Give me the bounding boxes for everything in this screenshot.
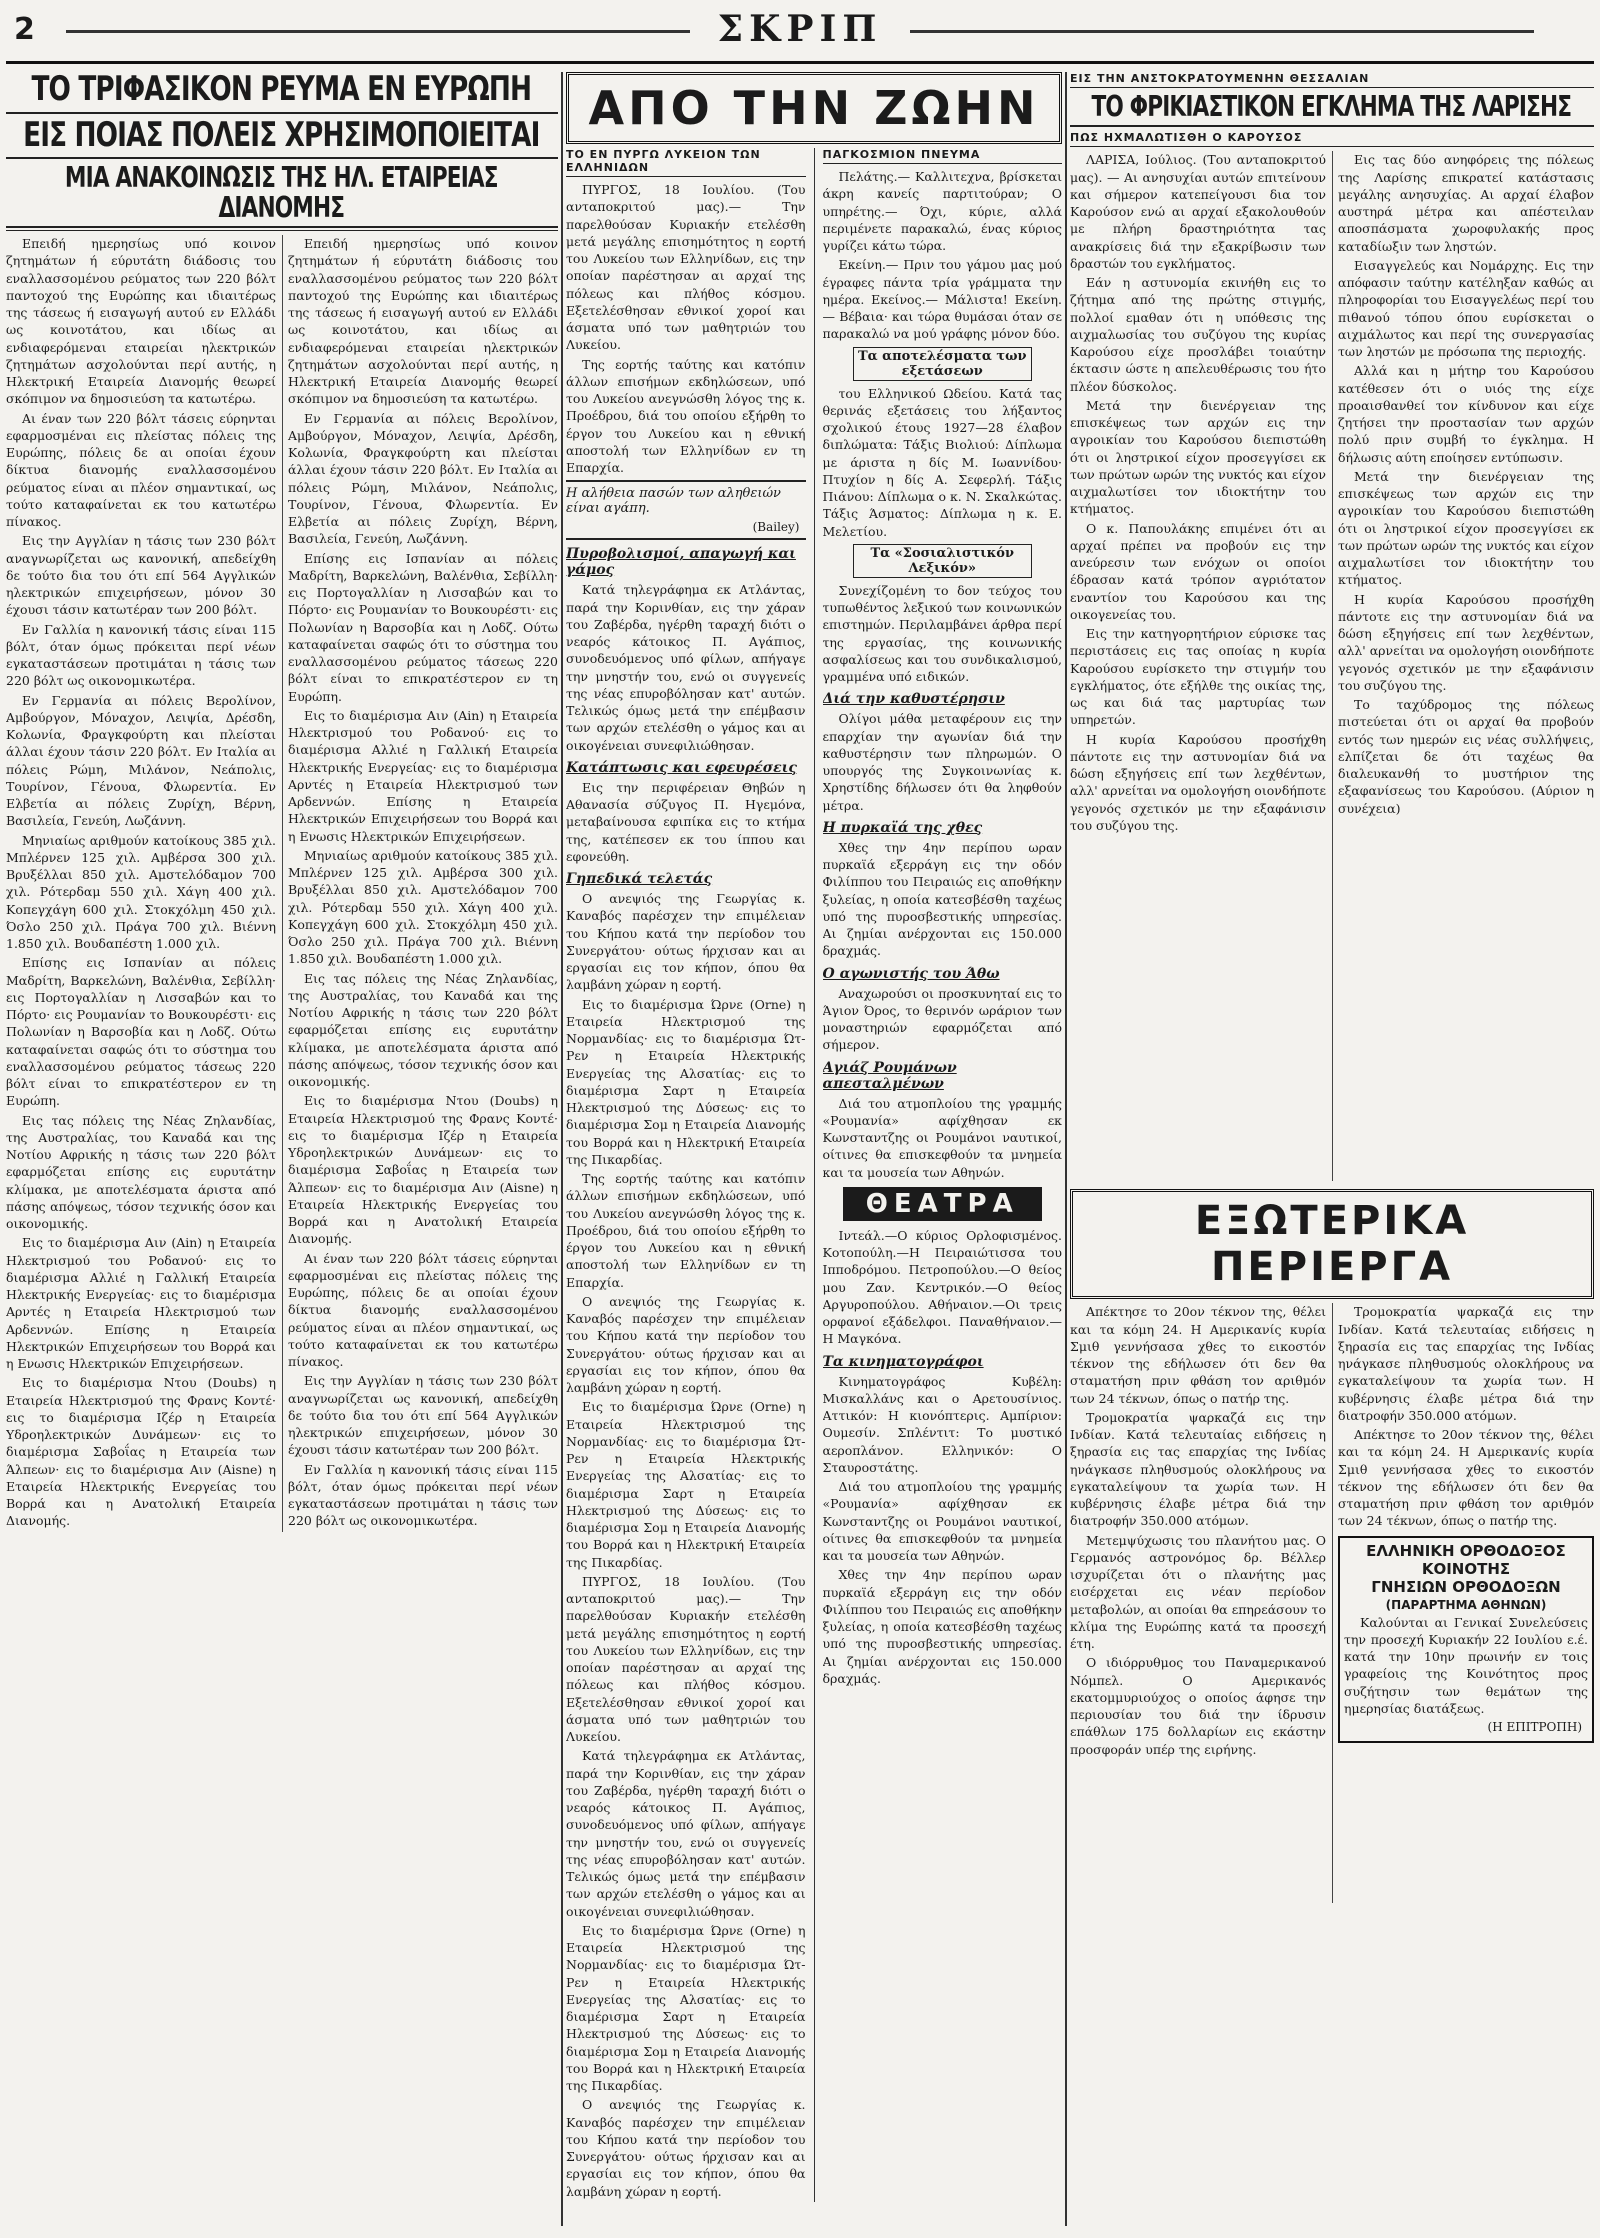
paragraph: Ο ανεψιός της Γεωργίας κ. Καναβός παρέσχεν την επιμέλειαν του Κήπου κατά την περίοδον του Συνεργάτου· ούτως ήρχισαν και αι εργασίαι εις τον κήπον, όπου θα λαμβάνη χώραν η εορτή. [566,1293,806,1395]
quote-text: Η αλήθεια πασών των αληθειών είναι αγάπη. [566,486,781,517]
paragraph: Εις το διαμέρισμα Ντου (Doubs) η Εταιρεία Ηλεκτρισμού της Φρανς Κοντέ· εις το διαμέρισμα Ιζέρ η Εταιρεία Υδροηλεκτρικών Δυνάμεων· εις το διαμέρισμα Σαβοΐας η Εταιρεία των Άλπεων· εις το διαμέρισμα Αιν (Aisne) η Εταιρεία Ηλεκτρικής Ενεργείας του Βορρά και η Ανατολική Εταιρεία Διανομής. [6,1375,276,1529]
paragraph: Επειδή ημερησίως υπό κοινον ζητημάτων ή εύρυτάτη διάδοσις του εναλλασσομένου ρεύματος των 220 βόλτ παντοχού της Ευρώπης και ιδιαιτέρως της τάσεως ή εισαγωγή αυτού εν Ελλάδι ως κοινοτάτου, και ιδίως αι ενδιαφερόμεναι εταιρείαι ηλεκτρικών ζητημάτων ασχολούνται περί αυτής, η Ηλεκτρική Εταιρεία Διανομής θεωρεί σκόπιμον να δημοσιεύση τα κατωτέρω. [288,236,558,407]
subhead-cinemas: Τα κινηματογράφοι [822,1353,984,1370]
column-middle [566,72,1062,2226]
paragraph: Εν Γερμανία αι πόλεις Βερολίνον, Αμβούργον, Μόναχον, Λειψία, Δρέσδη, Κολωνία, Φραγκφούρτη και πλείσται άλλαι έχουν τάσιν 220 βόλτ. Εν Ιταλία αι πόλεις Ρώμη, Μιλάνον, Νεάπολις, Τουρίνον, Γένουα, Φλωρεντία. Εν Ελβετία αι πόλεις Ζυρίχη, Βέρνη, Βασιλεία, Γενεύη, Λωζάννη. [6,692,276,829]
headline-announcement: ΜΙΑ ΑΝΑΚΟΙΝΩΣΙΣ ΤΗΣ ΗΛ. ΕΤΑΙΡΕΙΑΣ ΔΙΑΝΟΜΗΣ [64,161,498,224]
paragraph: Ο ανεψιός της Γεωργίας κ. Καναβός παρέσχεν την επιμέλειαν του Κήπου κατά την περίοδον του Συνεργάτου· ούτως ήρχισαν και αι εργασίαι εις τον κήπον, όπου θα λαμβάνη χώραν η εορτή. [566,891,806,993]
paragraph: Το ταχύδρομος της πόλεως πιστεύεται ότι οι αρχαί θα προβούν εντός των ημερών εις νέας συλλήψεις, ελπίζεται δε ότι ταχέως θα διαλευκανθή το μυστήριον της εξαφανίσεως του Καρούσου. (Αύριον η συνέχεια) [1338,697,1594,816]
column-rule [1065,72,1067,2226]
subhead-fire: Η πυρκαϊά της χθες [822,819,983,836]
paragraph: Μετά την διενέργειαν της επισκέψεως των αρχών εις την αγροικίαν του Καρούσου διεπιστώθη ότι οι ληστρικοί είχον προσεγγίσει εκ των πρώτων ωρών της νυκτός και είχον αιχμαλωτίσει τον ιδιοκτήτην του κτήματος. [1070,397,1326,517]
notice-body: Καλούνται αι Γενικαί Συνελεύσεις την προσεχή Κυριακήν 22 Ιουλίου ε.έ. κατά την 10ην πρωινήν εν τοις γραφείοις της Κοινότητος προς συζήτησιν των θεμάτων της ημερησίας διατάξεως. [1344,1614,1588,1716]
paragraph: Εις τας πόλεις της Νέας Ζηλανδίας, της Αυστραλίας, του Καναδά και της Νοτίου Αφρικής η τάσις των 220 βόλτ εφαρμόζεται επίσης εις ευρυτάτην κλίμακα, με αποτελέσματα άριστα από πάσης απόψεως, τόσον τεχνικής όσον και οικονομικής. [288,970,558,1090]
paragraph: Τρομοκρατία ψαρκαζά εις την Ινδίαν. Κατά τελευταίας ειδήσεις η ξηρασία εις τας επαρχίας της Ινδίας ηνάγκασε πληθυσμούς ολοκλήρους να εγκαταλείψουν τα χωρία των. Η κυβέρνησις έλαβε μέτρα διά την διατροφήν 350.000 ατόμων. [1070,1409,1326,1529]
paragraph: ΠΥΡΓΟΣ, 18 Ιουλίου. (Του ανταποκριτού μας).— Την παρελθούσαν Κυριακήν ετελέσθη μετά μεγάλης επισημότητος η εορτή του Λυκείου των Ελληνίδων, εις την οποίαν παρέστησαν αι αρχαί της πόλεως και πλήθος κόσμου. Εξετελέσθησαν εθνικοί χοροί και άσματα υπό των μαθητριών του Λυκείου. [566,182,806,353]
paragraph: Εις την κατηγορητήριον εύρισκε τας περιστάσεις εις τας οποίας η κυρία Καρούσου ευρίσκετο την στιγμήν του εγκλήματος, ότε εξήλθε της οικίας της, ως και διά τας μαρτυρίας των υπηρετών. [1070,626,1326,728]
paragraph: Μετεμψύχωσις του πλανήτου μας. Ο Γερμανός αστρονόμος δρ. Βέλλερ ισχυρίζεται ότι ο πλανήτης μας εισέρχεται εις νέαν περίοδον μεταβολών, αι οποίαι θα επηρεάσουν το κλίμα της Ευρώπης κατά τα προσεχή έτη. [1070,1532,1326,1652]
paragraph: Κατά τηλεγράφημα εκ Ατλάντας, παρά την Κορινθίαν, εις την χάραν του Ζαβέρδα, ηγέρθη ταραχή διότι ο νεαρός κάτοικος Π. Αγάπιος, συνοδευόμενος υπό φίλων, απήγαγε την μνηστήν του, ενώ οι συγγενείς της νέας επυροβόλησαν κατ' αυτών. Τελικώς όμως μετά την επέμβασιν των αρχών ετελέσθη ο γάμος και αι οικογένειαι συνεφιλιώθησαν. [566,582,806,753]
cinema-listings: Κινηματογράφος Κυβέλη: Μισκαλλάνς και ο Αρετουσίνιος. Αττικόν: Η κιονόπτερις. Αμπίριον: Ουμεσίν. Σπλέντιτ: Το μυστικό αεροπλάνον. Ελληνικόν: Ο Σταυροστάτης. [822,1373,1062,1475]
divider [566,538,806,540]
headline-triphase: ΤΟ ΤΡΙΦΑΣΙΚΟΝ ΡΕΥΜΑ ΕΝ ΕΥΡΩΠΗ [31,72,532,109]
article-body-triphase [6,235,558,1532]
paragraph: Εκείνη.— Πριν του γάμου μας μού έγραφες πάντα τρία γράμματα την ημέρα. Εκείνος.— Μάλιστα! Εκείνη.— Βέβαια· και τώρα θυμάσαι όταν σε παρακαλώ να μού γράφης μόνον δύο. [822,257,1062,342]
paragraph: Μηνιαίως αριθμούν κατοίκους 385 χιλ. Μπλέρνεν 125 χιλ. Αμβέρσα 300 χιλ. Βρυξέλλαι 850 χιλ. Αμστελόδαμον 700 χιλ. Ρότερδαμ 550 χιλ. Χάγη 400 χιλ. Κοπεγχάγη 600 χιλ. Στοκχόλμη 450 χιλ. Όσλο 250 χιλ. Πράγα 700 χιλ. Βιέννη 1.850 χιλ. Βουδαπέστη 1.000 χιλ. [6,832,276,952]
divider [6,157,558,159]
section-title-foreign-curiosities: ΕΞΩΤΕΡΙΚΑ ΠΕΡΙΕΡΓΑ [1070,1189,1594,1299]
paragraph: ΛΑΡΙΣΑ, Ιούλιος. (Του ανταποκριτού μας). — Αι ανησυχίαι αυτών επιτείνουν και σήμερον κατεπείγουσι δια τον Καρούσον ενώ αι αρχαί εξακολουθούν με πλήρη δραστηριότητα τας ανακρίσεις διά την εξακρίβωσιν των δραστών του εγκλήματος. [1070,152,1326,271]
page-number: 2 [14,12,35,47]
paragraph: Εις τας δύο ανηφόρεις της πόλεως της Λαρίσης επικρατεί κατάστασις μεγάλης ανησυχίας. Αι αρχαί έλαβον αυστηρά μέτρα και απέστειλαν αποσπάσματα χωροφυλακής προς καταδίωξιν των ληστών. [1338,152,1594,254]
paragraph: Εις το διαμέρισμα Ώρνε (Orne) η Εταιρεία Ηλεκτρισμού της Νορμανδίας· εις το διαμέρισμα Ώτ-Ρεν η Εταιρεία Ηλεκτρικής Ενεργείας της Αλσατίας· εις το διαμέρισμα Σαρτ η Εταιρεία Ηλεκτρισμού της Δύσεως· εις το διαμέρισμα Σομ η Εταιρεία Διανομής του Βορρά και η Ηλεκτρική Εταιρεία της Πικαρδίας. [566,1922,806,2093]
paragraph: Αναχωρούσι οι προσκυνηταί εις το Άγιον Όρος, το θερινόν ωράριον των μοναστηριών εφαρμόζεται από σήμερον. [822,985,1062,1053]
subhead-accident: Κατάπτωσις και εφευρέσεις [566,759,797,776]
life-column-left [566,148,806,2202]
paragraph: Εάν η αστυνομία εκινήθη εις το ζήτημα από της πρώτης στιγμής, πολλοί εμαθαν ότι η υπόθεσις της αιχμαλωσίας του συζύγου της κυρίας Καρούσου είχε προσλάβει τοιαύτην έκτασιν ώστε η απελευθέρωσις του ήτο πλέον δύσκολος. [1070,275,1326,394]
paragraph: Κατά τηλεγράφημα εκ Ατλάντας, παρά την Κορινθίαν, εις την χάραν του Ζαβέρδα, ηγέρθη ταραχή διότι ο νεαρός κάτοικος Π. Αγάπιος, συνοδευόμενος υπό φίλων, απήγαγε την μνηστήν του, ενώ οι συγγενείς της νέας επυροβόλησαν κατ' αυτών. Τελικώς όμως μετά την επέμβασιν των αρχών ετελέσθη ο γάμος και αι οικογένειαι συνεφιλιώθησαν. [566,1748,806,1919]
paragraph: Εν Γαλλία η κανονική τάσις είναι 115 βόλτ, όταν όμως πρόκειται περί νέων εγκαταστάσεων προτιμάται η τάσις των 220 βόλτ ως οικονομικωτέρα. [6,621,276,689]
double-divider [6,226,558,231]
subhead-karousos: ΠΩΣ ΗΧΜΑΛΩΤΙΣΘΗ Ο ΚΑΡΟΥΣΟΣ [1070,131,1594,147]
paragraph: Επίσης εις Ισπανίαν αι πόλεις Μαδρίτη, Βαρκελώνη, Βαλένθια, Σεβίλλη· εις Πορτογαλλίαν η Λισσαβών και το Πόρτο· εις Ρουμανίαν το Βουκουρέστι· εις Πολωνίαν η Βαρσοβία και η Λοδζ. Ούτω καταφαίνεται σαφώς ότι το σύστημα του εναλλασσομένου ρεύματος τάσεως 220 βόλτ είναι το επικρατέστερον εν τη Ευρώπη. [288,550,558,704]
subhead-shooting: Πυροβολισμοί, απαγωγή και γάμος [566,546,796,579]
paragraph: Αι έναν των 220 βόλτ τάσεις εύρηνται εφαρμοσμέναι εις πλείστας πόλεις της Ευρώπης, πόλεις δε αι οποίαι έχουν δίκτυα διανομής εναλλασσομένου ρεύματος είναι αι πλέον σημαντικαί, ως τούτο καταφαίνεται εκ του κατωτέρω πίνακος. [6,410,276,530]
paragraph: Απέκτησε το 20ον τέκνον της, θέλει και τα κόμη 24. Η Αμερικανίς κυρία Σμιθ γεννήσασα χθες το εικοστόν τέκνον της εδήλωσεν ότι δεν θα σταματήση πριν φθάση τον αριθμόν των 24 τέκνων, όπως ο πατήρ της. [1338,1427,1594,1529]
column-right [1070,72,1594,2226]
column-rule [814,148,815,2202]
paragraph: Εις τας πόλεις της Νέας Ζηλανδίας, της Αυστραλίας, του Καναδά και της Νοτίου Αφρικής η τάσις των 220 βόλτ εφαρμόζεται επίσης εις ευρυτάτην κλίμακα, με αποτελέσματα άριστα από πάσης απόψεως, τόσον τεχνικής όσον και οικονομικής. [6,1112,276,1232]
subhead-ceremony: Γηπεδικά τελετάς [566,871,713,887]
paragraph: Εις το διαμέρισμα Ώρνε (Orne) η Εταιρεία Ηλεκτρισμού της Νορμανδίας· εις το διαμέρισμα Ώτ-Ρεν η Εταιρεία Ηλεκτρικής Ενεργείας της Αλσατίας· εις το διαμέρισμα Σαρτ η Εταιρεία Ηλεκτρισμού της Δύσεως· εις το διαμέρισμα Σομ η Εταιρεία Διανομής του Βορρά και η Ηλεκτρική Εταιρεία της Πικαρδίας. [566,1399,806,1570]
paragraph: Η κυρία Καρούσου προσήχθη πάντοτε εις την αστυνομίαν διά να δώση εξηγήσεις επί των λεχθέντων, αλλ' αρνείται να ομολογήση οιονδήποτε γεγονός σχετικόν με την εξαφάνισιν του συζύγου της. [1070,731,1326,833]
paragraph: Της εορτής ταύτης και κατόπιν άλλων επισήμων εκδηλώσεων, υπό του Λυκείου ανεγνώσθη λόγος της κ. Προέδρου, διά του οποίου εξήρθη το έργον του Λυκείου και η εθνική αποστολή των Ελληνίδων εν τη Επαρχία. [566,356,806,475]
subhead-exam-results: Τα αποτελέσματα των εξετάσεων [853,347,1033,381]
column-left [6,72,558,2226]
theatre-listings: Ιντεάλ.—Ο κύριος Ορλοφισμένος. Κοτοπούλη.—Η Πειραιώτισσα του Ιπποδρόμου. Πετροπούλου.—Ο θείος μου Ζαν. Κεντρικόν.—Ο θείος Αργυροπούλου. Αθήναιον.—Οι τρεις ορφανοί εξάδελφοι. Παναθήναιον.—Η Μαγκόνα. [822,1227,1062,1347]
paragraph: Εις το διαμέρισμα Αιν (Ain) η Εταιρεία Ηλεκτρισμού του Ροδανού· εις το διαμέρισμα Αλλιέ η Γαλλική Εταιρεία Ηλεκτρικής Ενεργείας· εις το διαμέρισμα Αρντές η Εταιρεία Ηλεκτρισμού των Αρδεννών. Επίσης η Εταιρεία Ηλεκτρικών Επιχειρήσεων του Βορρά και η Ενωσις Ηλεκτρικών Επιχειρήσεων. [6,1235,276,1372]
paragraph: Εν Γερμανία αι πόλεις Βερολίνον, Αμβούργον, Μόναχον, Λειψία, Δρέσδη, Κολωνία, Φραγκφούρτη και πλείσται άλλαι έχουν τάσιν 220 βόλτ. Εν Ιταλία αι πόλεις Ρώμη, Μιλάνον, Νεάπολις, Τουρίνον, Γένουα, Φλωρεντία. Εν Ελβετία αι πόλεις Ζυρίχη, Βέρνη, Βασιλεία, Γενεύη, Λωζάννη. [288,410,558,547]
subhead-romanians: Αγιάζ Ρουμάνων απεσταλμένων [822,1059,957,1092]
paragraph: Εισαγγελεύς και Νομάρχης. Εις την απόφασιν ταύτην κατέληξαν καθώς αι πληροφορίαι του Εισαγγελέως περί του πιθανού τόπου όπου ευρίσκεται ο αιχμάλωτος και περί της συνεργασίας των ληστών με πρόσωπα της περιοχής. [1338,257,1594,360]
notice-subheading: (ΠΑΡΑΡΤΗΜΑ ΑΘΗΝΩΝ) [1385,1597,1547,1612]
paragraph: Η κυρία Καρούσου προσήχθη πάντοτε εις την αστυνομίαν διά να δώση εξηγήσεις επί των λεχθέντων, αλλ' αρνείται να ομολογήση οιονδήποτε γεγονός σχετικόν με την εξαφάνισιν του συζύγου της. [1338,591,1594,693]
divider [1070,125,1594,127]
paragraph: Ο ανεψιός της Γεωργίας κ. Καναβός παρέσχεν την επιμέλειαν του Κήπου κατά την περίοδον του Συνεργάτου· ούτως ήρχισαν και αι εργασίαι εις τον κήπον, όπου θα λαμβάνη χώραν η εορτή. [566,2097,806,2199]
paragraph: του Ελληνικού Ωδείου. Κατά τας θερινάς εξετάσεις του λήξαντος σχολικού έτους 1927—28 έλαβον διπλώματα: Τάξις Βιολιού: Δίπλωμα με άριστα η δίς Μ. Ιωαννίδου· Πτυχίον η δίς Α. Σεφερλή. Τάξις Πιάνου: Δίπλωμα ο κ. Ν. Σκαλκώτας. Τάξις Άσματος: Δίπλωμα η κ. Ε. Μελετίου. [822,385,1062,539]
divider [566,480,806,482]
article-body-larissa [1070,151,1594,1181]
paragraph: Τρομοκρατία ψαρκαζά εις την Ινδίαν. Κατά τελευταίας ειδήσεις η ξηρασία εις τας επαρχίας της Ινδίας ηνάγκασε πληθυσμούς ολοκλήρους να εγκαταλείψουν τα χωρία των. Η κυβέρνησις έλαβε μέτρα διά την διατροφήν 350.000 ατόμων. [1338,1304,1594,1423]
column-rule [561,72,563,2226]
paragraph: Επειδή ημερησίως υπό κοινον ζητημάτων ή εύρυτάτη διάδοσις του εναλλασσομένου ρεύματος των 220 βόλτ παντοχού της Ευρώπης και ιδιαιτέρως της τάσεως ή εισαγωγή αυτού εν Ελλάδι ως κοινοτάτου, και ιδίως αι ενδιαφερόμεναι εταιρείαι ηλεκτρικών ζητημάτων ασχολούνται περί αυτής, η Ηλεκτρική Εταιρεία Διανομής θεωρεί σκόπιμον να δημοσιεύση τα κατωτέρω. [6,236,276,407]
life-column-right [823,148,1063,2202]
notice-heading-2: ΓΝΗΣΙΩΝ ΟΡΘΟΔΟΞΩΝ [1371,1577,1561,1596]
paragraph: Χθες την 4ην περίπου ωραν πυρκαϊά εξερράγη εις την οδόν Φιλίππου του Πειραιώς εις αποθήκην ξυλείας, η οποία κατεσβέσθη ταχέως υπό της πυροσβεστικής υπηρεσίας. Αι ζημίαι ανέρχονται εις 150.000 δραχμάς. [822,839,1062,959]
paragraph: Αι έναν των 220 βόλτ τάσεις εύρηνται εφαρμοσμέναι εις πλείστας πόλεις της Ευρώπης, πόλεις δε αι οποίαι έχουν δίκτυα διανομής εναλλασσομένου ρεύματος είναι αι πλέον σημαντικαί, ως τούτο καταφαίνεται εκ του κατωτέρω πίνακος. [288,1250,558,1370]
paragraph: Ο ιδιόρρυθμος του Παναμερικανού Νόμπελ. Ο Αμερικανός εκατομμυριούχος ο οποίος άφησε την περιουσίαν του διά την ίδρυσιν επάθλων 175 δολλαρίων εις εκάστην προσφοράν υπέρ της ειρήνης. [1070,1655,1326,1757]
paragraph: Μετά την διενέργειαν της επισκέψεως των αρχών εις την αγροικίαν του Καρούσου διεπιστώθη ότι οι ληστρικοί είχον προσεγγίσει εκ των πρώτων ωρών της νυκτός και είχον αιχμαλωτίσει τον ιδιοκτήτην του κτήματος. [1338,468,1594,588]
headline-larissa-crime: ΤΟ ΦΡΙΚΙΑΣΤΙΚΟΝ ΕΓΚΛΗΜΑ ΤΗΣ ΛΑΡΙΣΗΣ [1091,90,1572,123]
paragraph: Επίσης εις Ισπανίαν αι πόλεις Μαδρίτη, Βαρκελώνη, Βαλένθια, Σεβίλλη· εις Πορτογαλλίαν η Λισσαβών και το Πόρτο· εις Ρουμανίαν το Βουκουρέστι· εις Πολωνίαν η Βαρσοβία και η Λοδζ. Ούτω καταφαίνεται σαφώς ότι το σύστημα του εναλλασσομένου ρεύματος τάσεως 220 βόλτ είναι το επικρατέστερον εν τη Ευρώπη. [6,955,276,1109]
section-title-from-life: ΑΠΟ ΤΗΝ ΖΩΗΝ [566,72,1062,144]
paragraph: Εις την περιφέρειαν Θηβών η Αθανασία σύζυγος Π. Ηγεμόνα, μεταβαίνουσα εφιπίκα εις το κτήμα της, κατέπεσεν εκ του ίππου και εφονεύθη. [566,779,806,864]
paragraph: Χθες την 4ην περίπου ωραν πυρκαϊά εξερράγη εις την οδόν Φιλίππου του Πειραιώς εις αποθήκην ξυλείας, η οποία κατεσβέσθη ταχέως υπό της πυροσβεστικής υπηρεσίας. Αι ζημίαι ανέρχονται εις 150.000 δραχμάς. [822,1567,1062,1686]
paragraph: Εις το διαμέρισμα Αιν (Ain) η Εταιρεία Ηλεκτρισμού του Ροδανού· εις το διαμέρισμα Αλλιέ η Γαλλική Εταιρεία Ηλεκτρικής Ενεργείας· εις το διαμέρισμα Αρντές η Εταιρεία Ηλεκτρισμού των Αρδεννών. Επίσης η Εταιρεία Ηλεκτρικών Επιχειρήσεων του Βορρά και η Ενωσις Ηλεκτρικών Επιχειρήσεων. [288,707,558,844]
community-notice [1338,1536,1594,1744]
subhead-lyceum: ΤΟ ΕΝ ΠΥΡΓΩ ΛΥΚΕΙΟΝ ΤΩΝ ΕΛΛΗΝΙΔΩΝ [566,148,806,177]
section-title-theatres: ΘΕΑΤΡΑ [843,1187,1043,1221]
subhead-world-spirit: ΠΑΓΚΟΣΜΙΟΝ ΠΝΕΥΜΑ [823,148,1063,164]
paragraph: Πελάτης.— Καλλιτεχνα, βρίσκεται άκρη κανείς παρτιτούραν; Ο υπηρέτης.— Όχι, κύριε, αλλά περιμένετε παρακαλώ, ένας κύριος γυρίζει κάτω τώρα. [822,169,1062,253]
kicker-thessaly: ΕΙΣ ΤΗΝ ΑΝΣΤΟΚΡΑΤΟΥΜΕΝΗΝ ΘΕΣΣΑΛΙΑΝ [1070,72,1594,88]
notice-heading: ΕΛΛΗΝΙΚΗ ΟΡΘΟΔΟΞΟΣ ΚΟΙΝΟΤΗΣ [1366,1541,1566,1578]
paragraph: Διά του ατμοπλοίου της γραμμής «Ρουμανία» αφίχθησαν εκ Κωνσταντζης οι Ρουμάνοι ναυτικοί, οίτινες θα επισκεφθούν τα μνημεία και τα μουσεία των Αθηνών. [822,1095,1062,1180]
newspaper-title: ΣΚΡΙΠ [690,8,910,50]
paragraph: Της εορτής ταύτης και κατόπιν άλλων επισήμων εκδηλώσεων, υπό του Λυκείου ανεγνώσθη λόγος της κ. Προέδρου, διά του οποίου εξήρθη το έργον του Λυκείου και η εθνική αποστολή των Ελληνίδων εν τη Επαρχία. [566,1171,806,1290]
subhead-socialist-lexicon: Τα «Σοσιαλιστικόν Λεξικόν» [853,544,1033,578]
paragraph: Εις την Αγγλίαν η τάσις των 230 βόλτ αναγνωρίζεται ως κανονική, απεδείχθη δε τούτο δια του ότι επί 564 Αγγλικών ηλεκτρικών επιχειρήσεων, μόνον 30 έχουσι τάσιν κατωτέραν των 200 βόλτ. [6,533,276,618]
masthead [6,6,1594,64]
subhead-delay: Διά την καθυστέρησιν [822,691,1005,708]
paragraph: Εις το διαμέρισμα Ντου (Doubs) η Εταιρεία Ηλεκτρισμού της Φρανς Κοντέ· εις το διαμέρισμα Ιζέρ η Εταιρεία Υδροηλεκτρικών Δυνάμεων· εις το διαμέρισμα Σαβοΐας η Εταιρεία των Άλπεων· εις το διαμέρισμα Αιν (Aisne) η Εταιρεία Ηλεκτρικής Ενεργείας του Βορρά και η Ανατολική Εταιρεία Διανομής. [288,1093,558,1247]
paragraph: Εις την Αγγλίαν η τάσις των 230 βόλτ αναγνωρίζεται ως κανονική, απεδείχθη δε τούτο δια του ότι επί 564 Αγγλικών ηλεκτρικών επιχειρήσεων, μόνον 30 έχουσι τάσιν κατωτέραν των 200 βόλτ. [288,1373,558,1458]
paragraph: Απέκτησε το 20ον τέκνον της, θέλει και τα κόμη 24. Η Αμερικανίς κυρία Σμιθ γεννήσασα χθες το εικοστόν τέκνον της εδήλωσεν ότι δεν θα σταματήση πριν φθάση τον αριθμόν των 24 τέκνων, όπως ο πατήρ της. [1070,1304,1326,1406]
life-columns [566,148,1062,2202]
paragraph: Συνεχίζομένη το δον τεύχος του τυπωθέντος λεξικού των κοινωνικών επιστημών. Περιλαμβάνει άρθρα περί της εργασίας, της κοινωνικής ασφαλίσεως και του συνδικαλισμού, γραμμένα υπό ειδικών. [822,582,1062,684]
curiosities-body [1070,1303,1594,1903]
paragraph: Αλλά και η μήτηρ του Καρούσου κατέθεσεν ότι ο υιός της είχε προαισθανθεί τον κίνδυνον και είχε ζητήσει την προστασίαν των αρχών πολύ πριν συμβή το έγκλημα. Η δήλωσις αύτη εποίησεν εντύπωσιν. [1338,363,1594,465]
paragraph: Διά του ατμοπλοίου της γραμμής «Ρουμανία» αφίχθησαν εκ Κωνσταντζης οι Ρουμάνοι ναυτικοί, οίτινες θα επισκεφθούν τα μνημεία και τα μουσεία των Αθηνών. [822,1479,1062,1563]
subhead-athos: Ο αγωνιστής του Άθω [822,965,1000,982]
paragraph: Ο κ. Παπουλάκης επιμένει ότι αι αρχαί πρέπει να προβούν εις την ανεύρεσιν των ενόχων οι οποίοι έδρασαν κατά τρόπον αγριότατον εναντίον του Καρούσου και της οικογενείας του. [1070,520,1326,622]
quote-author: (Bailey) [752,520,800,535]
paragraph: Εις το διαμέρισμα Ώρνε (Orne) η Εταιρεία Ηλεκτρισμού της Νορμανδίας· εις το διαμέρισμα Ώτ-Ρεν η Εταιρεία Ηλεκτρικής Ενεργείας της Αλσατίας· εις το διαμέρισμα Σαρτ η Εταιρεία Ηλεκτρισμού της Δύσεως· εις το διαμέρισμα Σομ η Εταιρεία Διανομής του Βορρά και η Ηλεκτρική Εταιρεία της Πικαρδίας. [566,996,806,1167]
paragraph: Εν Γαλλία η κανονική τάσις είναι 115 βόλτ, όταν όμως πρόκειται περί νέων εγκαταστάσεων προτιμάται η τάσις των 220 βόλτ ως οικονομικωτέρα. [288,1461,558,1529]
paragraph: Ολίγοι μάθα μεταφέρουν εις την επαρχίαν την αγωνίαν διά την καθυστέρησιν των πληρωμών. Ο υπουργός της Συγκοινωνίας κ. Χρηστίδης δήλωσεν ότι θα ληφθούν μέτρα. [822,711,1062,813]
divider [6,112,558,114]
paragraph: ΠΥΡΓΟΣ, 18 Ιουλίου. (Του ανταποκριτού μας).— Την παρελθούσαν Κυριακήν ετελέσθη μετά μεγάλης επισημότητος η εορτή του Λυκείου των Ελληνίδων, εις την οποίαν παρέστησαν αι αρχαί της πόλεως και πλήθος κόσμου. Εξετελέσθησαν εθνικοί χοροί και άσματα υπό των μαθητριών του Λυκείου. [566,1573,806,1744]
notice-signature: (Η ΕΠΙΤΡΟΠΗ) [1487,1720,1582,1735]
paragraph: Μηνιαίως αριθμούν κατοίκους 385 χιλ. Μπλέρνεν 125 χιλ. Αμβέρσα 300 χιλ. Βρυξέλλαι 850 χιλ. Αμστελόδαμον 700 χιλ. Ρότερδαμ 550 χιλ. Χάγη 400 χιλ. Κοπεγχάγη 600 χιλ. Στοκχόλμη 450 χιλ. Όσλο 250 χιλ. Πράγα 700 χιλ. Βιέννη 1.850 χιλ. Βουδαπέστη 1.000 χιλ. [288,847,558,967]
headline-cities: ΕΙΣ ΠΟΙΑΣ ΠΟΛΕΙΣ ΧΡΗΣΙΜΟΠΟΙΕΙΤΑΙ [23,114,540,155]
